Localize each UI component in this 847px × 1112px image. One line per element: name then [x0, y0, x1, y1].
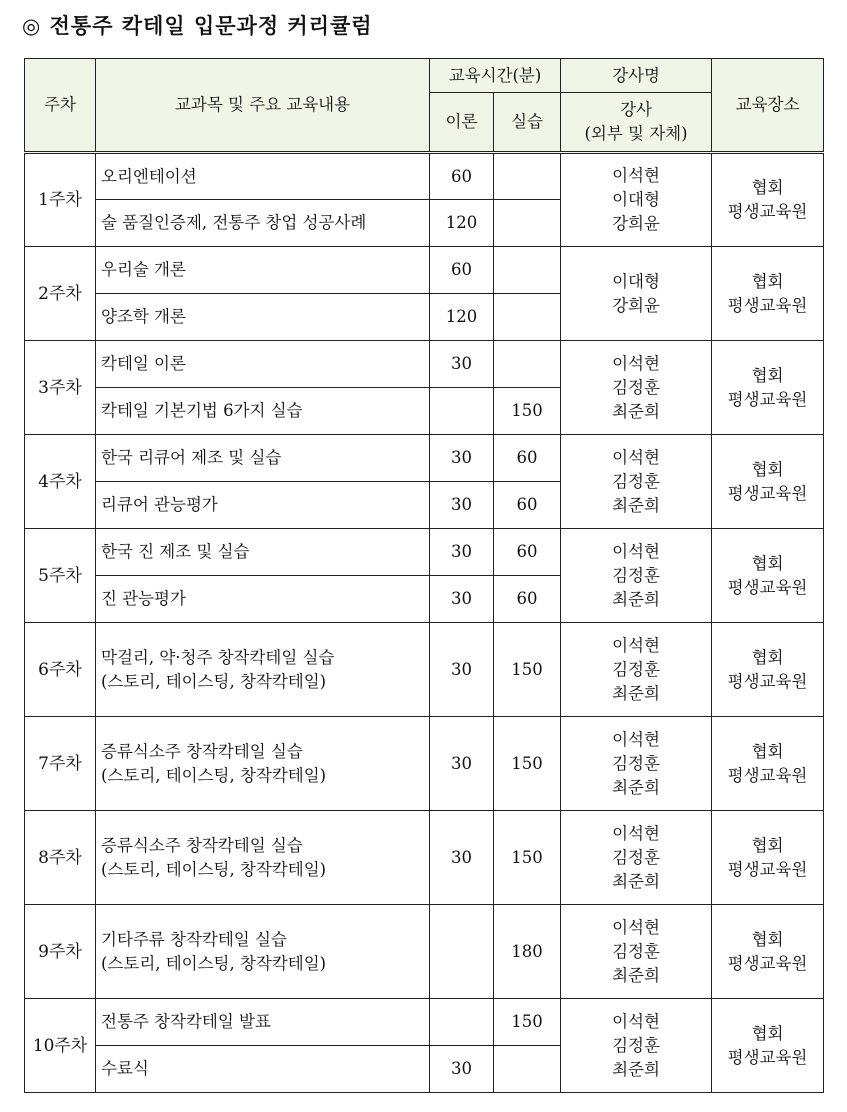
venue-cell — [712, 247, 824, 341]
theory-minutes: 30 — [430, 623, 494, 717]
venue-line: 협회 — [751, 459, 784, 479]
subject-cell — [96, 811, 430, 905]
header-subject: 교과목 및 주요 교육내용 — [96, 59, 430, 153]
subject-line: 양조학 개론 — [101, 307, 186, 326]
subject-cell — [96, 623, 430, 717]
subject-cell — [96, 999, 430, 1046]
subject-line: 칵테일 기본기법 6가지 실습 — [101, 401, 303, 420]
venue-cell — [712, 999, 824, 1093]
header-instructor-line: 강사 — [620, 100, 652, 119]
subject-cell — [96, 482, 430, 529]
instructor-cell — [561, 153, 712, 247]
subject-line: 전통주 창작칵테일 발표 — [101, 1012, 271, 1031]
week-cell: 4주차 — [25, 435, 96, 529]
venue-line: 협회 — [751, 553, 784, 573]
practice-minutes — [494, 200, 561, 247]
instructor-cell — [561, 341, 712, 435]
subject-line: 오리엔테이션 — [101, 166, 197, 186]
subject-cell — [96, 576, 430, 623]
instructor-name: 최준희 — [612, 495, 660, 515]
subject-cell — [96, 341, 430, 388]
instructor-name: 이석현 — [612, 635, 660, 655]
venue-cell — [712, 905, 824, 999]
venue-cell — [712, 623, 824, 717]
subject-cell — [96, 200, 430, 247]
table-row — [25, 717, 824, 811]
subject-line: 수료식 — [101, 1059, 149, 1078]
week-cell: 5주차 — [25, 529, 96, 623]
venue-line: 협회 — [751, 835, 784, 855]
venue-line: 협회 — [751, 741, 784, 761]
week-cell: 6주차 — [25, 623, 96, 717]
subject-cell — [96, 247, 430, 294]
venue-line: 협회 — [751, 365, 784, 385]
practice-minutes: 60 — [494, 435, 561, 482]
week-cell: 10주차 — [25, 999, 96, 1093]
subject-line: 막걸리, 약·청주 창작칵테일 실습 — [101, 647, 335, 667]
table-row — [25, 435, 824, 482]
practice-minutes — [494, 341, 561, 388]
venue-line: 평생교육원 — [727, 765, 808, 785]
venue-line: 평생교육원 — [727, 295, 808, 315]
instructor-cell — [561, 623, 712, 717]
instructor-name: 김정훈 — [612, 565, 660, 585]
subject-line: 칵테일 이론 — [101, 354, 186, 373]
table-row — [25, 905, 824, 999]
venue-line: 평생교육원 — [727, 389, 808, 409]
subject-line: 진 관능평가 — [101, 589, 186, 608]
venue-cell — [712, 717, 824, 811]
theory-minutes — [430, 999, 494, 1046]
theory-minutes: 60 — [430, 153, 494, 200]
instructor-name: 최준희 — [612, 965, 660, 985]
instructor-name: 최준희 — [612, 683, 660, 703]
instructor-name: 이석현 — [612, 447, 660, 467]
theory-minutes: 30 — [430, 482, 494, 529]
subject-cell — [96, 294, 430, 341]
instructor-name: 이석현 — [612, 541, 660, 561]
instructor-name: 이석현 — [612, 823, 660, 843]
week-cell: 2주차 — [25, 247, 96, 341]
instructor-name: 이석현 — [612, 729, 660, 749]
venue-cell — [712, 153, 824, 247]
header-instructor — [561, 93, 712, 153]
venue-line: 평생교육원 — [727, 1047, 808, 1067]
subject-line: 술 품질인증제, 전통주 창업 성공사례 — [101, 213, 367, 232]
header-week: 주차 — [25, 59, 96, 153]
practice-minutes — [494, 153, 561, 200]
instructor-name: 김정훈 — [612, 847, 660, 867]
theory-minutes: 30 — [430, 435, 494, 482]
subject-line: (스토리, 테이스팅, 창작칵테일) — [101, 671, 327, 691]
week-cell: 9주차 — [25, 905, 96, 999]
theory-minutes — [430, 905, 494, 999]
practice-minutes — [494, 1046, 561, 1093]
instructor-name: 최준희 — [612, 401, 660, 421]
theory-minutes: 60 — [430, 247, 494, 294]
table-row — [25, 623, 824, 717]
table-row — [25, 811, 824, 905]
header-venue: 교육장소 — [712, 59, 824, 153]
practice-minutes: 60 — [494, 576, 561, 623]
week-cell: 7주차 — [25, 717, 96, 811]
instructor-name: 김정훈 — [612, 1035, 660, 1055]
header-practice: 실습 — [494, 93, 561, 153]
venue-line: 평생교육원 — [727, 859, 808, 879]
instructor-name: 이석현 — [612, 917, 660, 937]
header-theory: 이론 — [430, 93, 494, 153]
subject-line: (스토리, 테이스팅, 창작칵테일) — [101, 765, 327, 785]
week-cell: 1주차 — [25, 153, 96, 247]
instructor-cell — [561, 247, 712, 341]
table-row — [25, 999, 824, 1046]
venue-line: 협회 — [751, 929, 784, 949]
instructor-name: 김정훈 — [612, 377, 660, 397]
practice-minutes: 180 — [494, 905, 561, 999]
instructor-name: 최준희 — [612, 1059, 660, 1079]
practice-minutes: 150 — [494, 388, 561, 435]
venue-line: 협회 — [751, 647, 784, 667]
subject-cell — [96, 388, 430, 435]
venue-cell — [712, 341, 824, 435]
theory-minutes: 30 — [430, 576, 494, 623]
table-row — [25, 529, 824, 576]
instructor-name: 이석현 — [612, 353, 660, 373]
instructor-name: 이대형 — [612, 271, 660, 291]
venue-line: 평생교육원 — [727, 577, 808, 597]
venue-line: 평생교육원 — [727, 483, 808, 503]
practice-minutes: 150 — [494, 811, 561, 905]
venue-cell — [712, 435, 824, 529]
theory-minutes: 30 — [430, 1046, 494, 1093]
theory-minutes: 30 — [430, 811, 494, 905]
table-row — [25, 153, 824, 200]
instructor-cell — [561, 435, 712, 529]
header-time: 교육시간(분) — [430, 59, 561, 93]
instructor-name: 김정훈 — [612, 659, 660, 679]
subject-line: 리큐어 관능평가 — [101, 495, 218, 514]
instructor-name: 강희윤 — [612, 295, 660, 315]
instructor-name: 최준희 — [612, 589, 660, 609]
curriculum-table — [24, 58, 824, 1093]
subject-line: 우리술 개론 — [101, 260, 186, 279]
venue-line: 평생교육원 — [727, 953, 808, 973]
table-row — [25, 341, 824, 388]
curriculum-body — [25, 153, 824, 1093]
instructor-name: 이석현 — [612, 166, 660, 185]
subject-line: (스토리, 테이스팅, 창작칵테일) — [101, 859, 327, 879]
practice-minutes: 60 — [494, 529, 561, 576]
subject-line: 증류식소주 창작칵테일 실습 — [101, 741, 303, 761]
venue-line: 협회 — [751, 271, 784, 291]
week-cell: 8주차 — [25, 811, 96, 905]
subject-line: 기타주류 창작칵테일 실습 — [101, 929, 287, 949]
subject-line: 한국 리큐어 제조 및 실습 — [101, 448, 282, 467]
instructor-name: 김정훈 — [612, 471, 660, 491]
header-instructor-name: 강사명 — [561, 59, 712, 93]
venue-cell — [712, 529, 824, 623]
header-instructor-line: (외부 및 자체) — [584, 124, 688, 143]
instructor-name: 이석현 — [612, 1011, 660, 1031]
subject-cell — [96, 435, 430, 482]
instructor-cell — [561, 529, 712, 623]
venue-cell — [712, 811, 824, 905]
document-title: ◎ 전통주 칵테일 입문과정 커리큘럼 — [22, 14, 373, 38]
subject-cell — [96, 1046, 430, 1093]
instructor-name: 김정훈 — [612, 941, 660, 961]
venue-line: 평생교육원 — [727, 671, 808, 691]
venue-line: 협회 — [751, 178, 784, 197]
subject-cell — [96, 153, 430, 200]
subject-cell — [96, 529, 430, 576]
venue-line: 협회 — [751, 1023, 784, 1043]
subject-cell — [96, 717, 430, 811]
theory-minutes: 30 — [430, 341, 494, 388]
instructor-name: 이대형 — [612, 190, 660, 209]
instructor-name: 강희윤 — [612, 214, 660, 233]
theory-minutes: 120 — [430, 200, 494, 247]
instructor-name: 최준희 — [612, 777, 660, 797]
instructor-cell — [561, 717, 712, 811]
theory-minutes: 30 — [430, 529, 494, 576]
practice-minutes — [494, 247, 561, 294]
instructor-name: 김정훈 — [612, 753, 660, 773]
instructor-cell — [561, 811, 712, 905]
theory-minutes: 30 — [430, 717, 494, 811]
week-cell: 3주차 — [25, 341, 96, 435]
instructor-name: 최준희 — [612, 871, 660, 891]
practice-minutes: 150 — [494, 623, 561, 717]
instructor-cell — [561, 905, 712, 999]
subject-line: 증류식소주 창작칵테일 실습 — [101, 835, 303, 855]
practice-minutes: 60 — [494, 482, 561, 529]
venue-line: 평생교육원 — [727, 202, 808, 221]
subject-line: (스토리, 테이스팅, 창작칵테일) — [101, 953, 327, 973]
instructor-cell — [561, 999, 712, 1093]
theory-minutes: 120 — [430, 294, 494, 341]
practice-minutes: 150 — [494, 999, 561, 1046]
subject-cell — [96, 905, 430, 999]
theory-minutes — [430, 388, 494, 435]
subject-line: 한국 진 제조 및 실습 — [101, 542, 250, 561]
table-row — [25, 247, 824, 294]
practice-minutes: 150 — [494, 717, 561, 811]
practice-minutes — [494, 294, 561, 341]
